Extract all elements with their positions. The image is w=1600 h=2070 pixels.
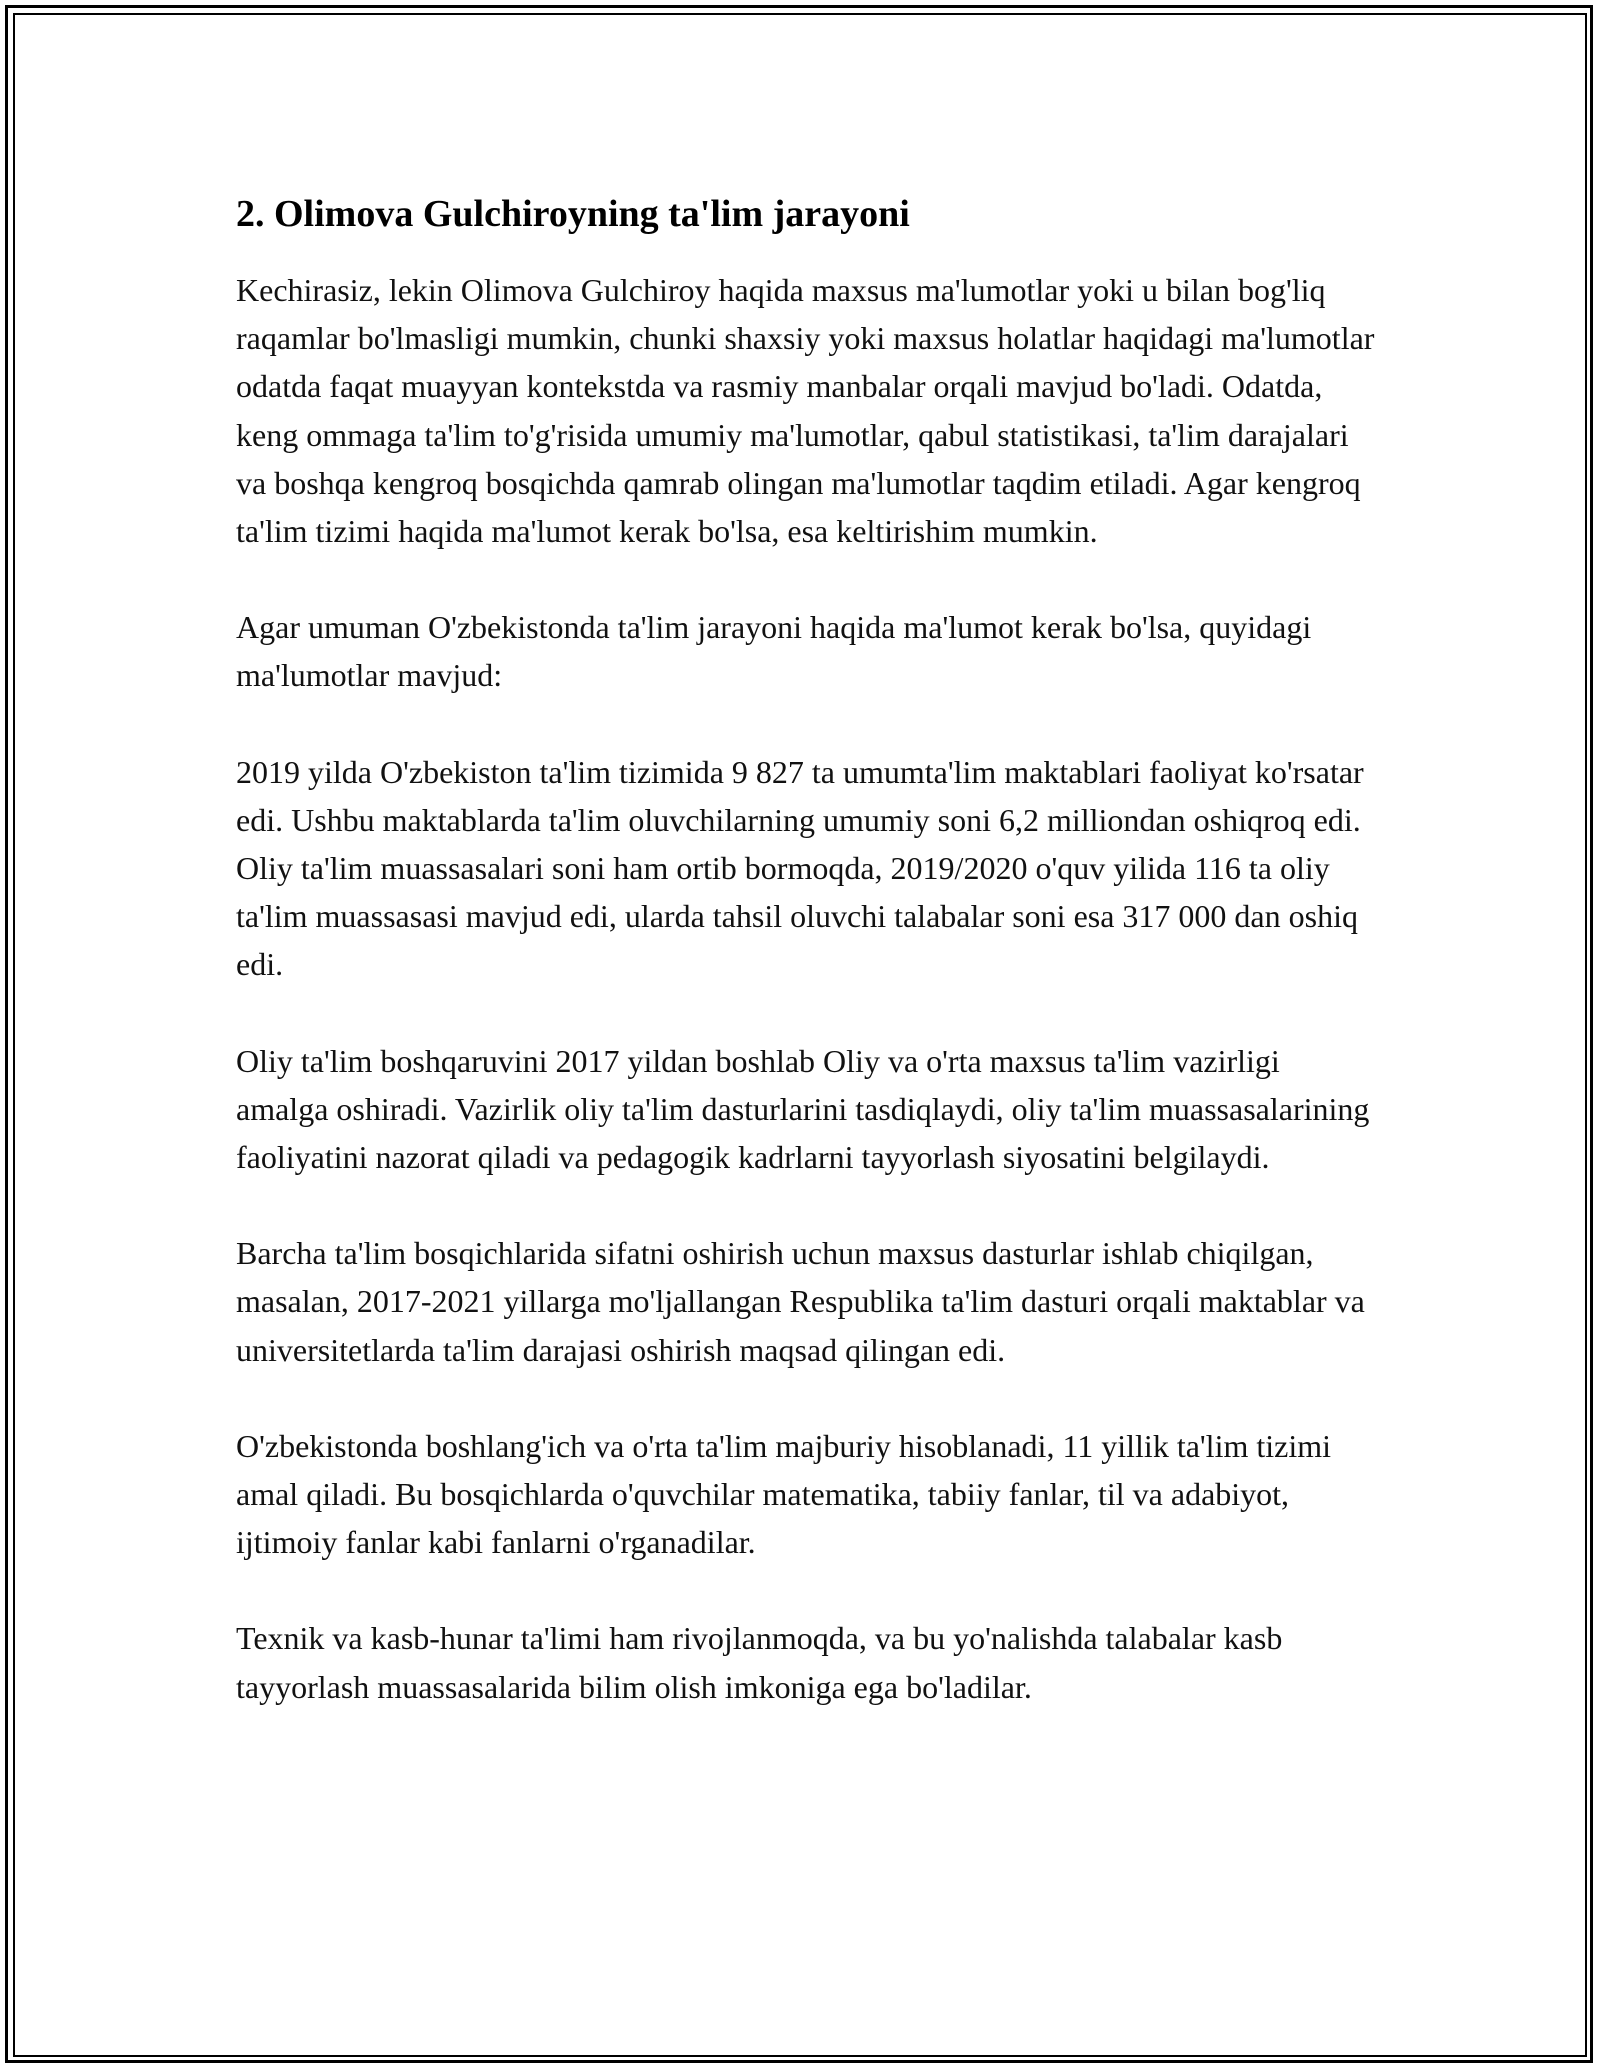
paragraph-statistics: 2019 yilda O'zbekiston ta'lim tizimida 9 827 ta umumta'lim maktablari faoliyat ko'rsatar edi. Ushbu maktablarda ta'lim oluvchilarning umumiy soni 6,2 milliondan oshiqroq edi. Oliy ta'lim muassasalari soni ham ortib bormoqda, 2019/2020 o'quv yilida 116 ta oliy ta'lim muassasasi mavjud edi, ularda tahsil oluvchi talabalar soni esa 317 000 dan oshiq edi. [236, 753, 1364, 983]
paragraph-general-info: Agar umuman O'zbekistonda ta'lim jarayoni haqida ma'lumot kerak bo'lsa, quyidagi ma'lumotlar mavjud: [236, 609, 1312, 694]
paragraph-compulsory-education: O'zbekistonda boshlang'ich va o'rta ta'lim majburiy hisoblanadi, 11 yillik ta'lim tizimi amal qiladi. Bu bosqichlarda o'quvchilar matematika, tabiiy fanlar, til va adabiyot, ijtimoiy fanlar kabi fanlarni o'rganadilar. [236, 1427, 1331, 1561]
paragraph-programs: Barcha ta'lim bosqichlarida sifatni oshirish uchun maxsus dasturlar ishlab chiqilgan, masalan, 2017-2021 yillarga mo'ljallangan Respublika ta'lim dasturi orqali maktablar va universitetlarda ta'lim darajasi oshirish maqsad qilingan edi. [236, 1235, 1365, 1368]
section-heading: 2. Olimova Gulchiroyning ta'lim jarayoni [236, 193, 910, 235]
paragraph-vocational: Texnik va kasb-hunar ta'limi ham rivojlanmoqda, va bu yo'nalishda talabalar kasb tayyorlash muassasalarida bilim olish imkoniga ega bo'ladilar. [236, 1620, 1283, 1705]
paragraph-ministry: Oliy ta'lim boshqaruvini 2017 yildan boshlab Oliy va o'rta maxsus ta'lim vazirligi amalga oshiradi. Vazirlik oliy ta'lim dasturlarini tasdiqlaydi, oliy ta'lim muassasalarining faoliyatini nazorat qiladi va pedagogik kadrlarni tayyorlash siyosatini belgilaydi. [236, 1042, 1370, 1176]
paragraph-intro: Kechirasiz, lekin Olimova Gulchiroy haqida maxsus ma'lumotlar yoki u bilan bog'liq raqamlar bo'lmasligi mumkin, chunki shaxsiy yoki maxsus holatlar haqidagi ma'lumotlar odatda faqat muayyan kontekstda va rasmiy manbalar orqali mavjud bo'ladi. Odatda, keng ommaga ta'lim to'g'risida umumiy ma'lumotlar, qabul statistikasi, ta'lim darajalari va boshqa kengroq bosqichda qamrab olingan ma'lumotlar taqdim etiladi. Agar kengroq ta'lim tizimi haqida ma'lumot kerak bo'lsa, esa keltirishim mumkin. [236, 272, 1375, 550]
document-body [236, 180, 1376, 1759]
